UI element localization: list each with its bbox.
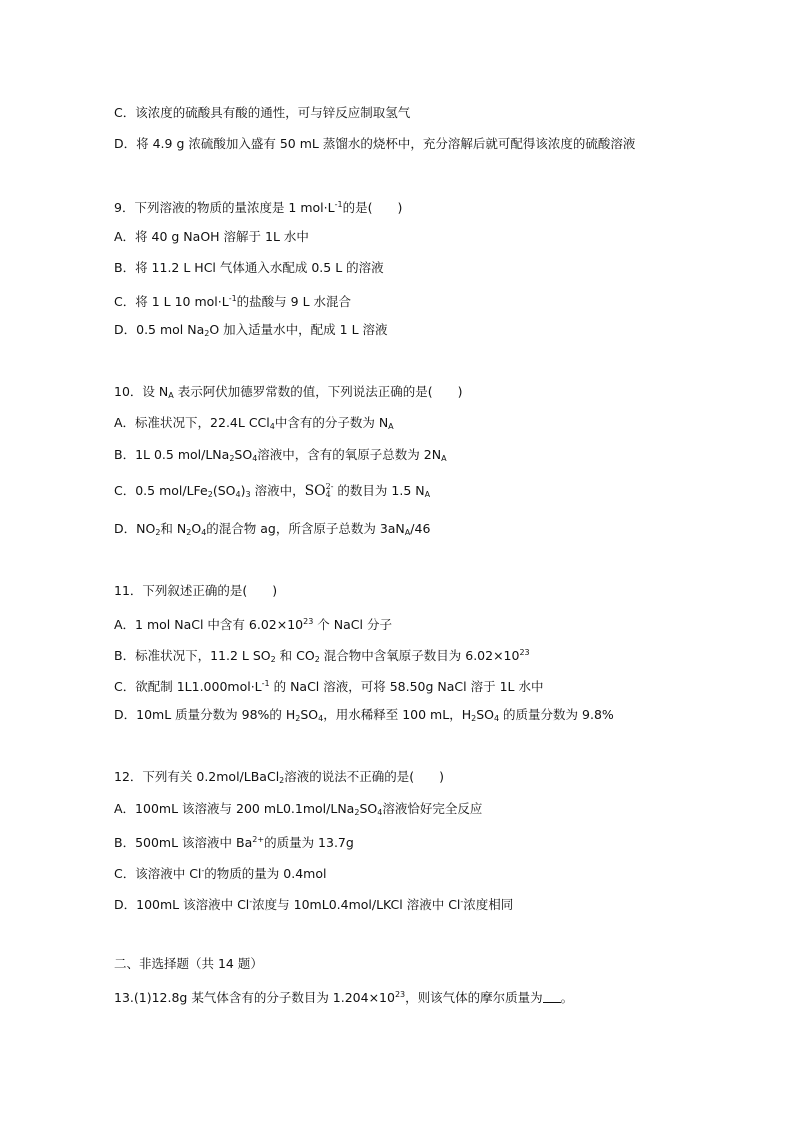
- q9-option-a: A．将 40 g NaOH 溶解于 1L 水中: [114, 229, 309, 244]
- q9-option-d: D．0.5 mol $Na_2O$ 加入适量水中，配成 1 L 溶液: [114, 322, 388, 338]
- q9-option-b: B．将 11.2 L HCl 气体通入水配成 0.5 L 的溶液: [114, 260, 384, 275]
- q12-option-d: D．100mL 该溶液中 Cl-浓度与 10mL0.4mol/LKCl 溶液中 Cl-浓度相同: [114, 897, 514, 912]
- q11-option-d: D．10mL 质量分数为 98%的 $H_2SO_4$，用水稀释至 100 mL，$H_2SO_4$ 的质量分数为 9.8%: [114, 707, 614, 723]
- q12-option-a: A．100mL 该溶液与 200 $mL0.1mol/LNa_2SO_4$溶液恰好完全反应: [114, 801, 483, 817]
- q10-option-b: B．1L 0.5 mol/$LNa_2SO_4$溶液中，含有的氧原子总数为 $2N_A$: [114, 447, 447, 463]
- q11-stem: 11．下列叙述正确的是( ): [114, 583, 278, 598]
- q11-option-a: A．1 mol NaCl 中含有 $6.02\times 10^{23}$ 个 NaCl 分子: [114, 617, 392, 632]
- section-title: 二、非选择题（共 14 题）: [114, 956, 263, 971]
- sulfate-ion: SO 2- 4: [304, 482, 334, 499]
- q13-text: 13.(1)12.8g 某气体含有的分子数目为 $1.204\times 10^{23}$，则该气体的摩尔质量为 。: [114, 990, 574, 1005]
- q10-option-a: A．标准状况下，22.4L CCl$_4$中含有的分子数为 $N_A$: [114, 415, 394, 431]
- q9-stem: 9．下列溶液的物质的量浓度是 1 $mol\cdot L^{-1}$的是( ): [114, 200, 403, 215]
- q12-option-c: C．该溶液中 Cl-的物质的量为 0.4mol: [114, 866, 327, 881]
- q8-option-d: D．将 4.9 g 浓硫酸加入盛有 50 mL 蒸馏水的烧杯中，充分溶解后就可配得该浓度的硫酸溶液: [114, 136, 636, 151]
- q10-option-d: D．$NO_2$和 $N_2O_4$的混合物 ag，所含原子总数为 $3aN_A/46$: [114, 521, 431, 537]
- q8-option-c: C．该浓度的硫酸具有酸的通性，可与锌反应制取氢气: [114, 105, 411, 120]
- answer-blank[interactable]: [543, 990, 561, 1003]
- q12-option-b: B．500mL 该溶液中 $Ba^{2+}$的质量为 13.7g: [114, 835, 354, 850]
- q9-option-c: C．将 1 L 10 $mol\cdot L^{-1}$的盐酸与 9 L 水混合: [114, 294, 352, 309]
- q12-stem: 12．下列有关 0.2mol/LBaCl$_2$溶液的说法不正确的是( ): [114, 769, 445, 785]
- q11-option-c: C．欲配制 $1L1.000mol\cdot L^{-1}$ 的 NaCl 溶液，可将 58.50g NaCl 溶于 1L 水中: [114, 679, 544, 694]
- q11-option-b: B．标准状况下，11.2 L $SO_2$ 和 $CO_2$ 混合物中含氧原子数目为 $6.02\times 10^{23}$: [114, 648, 530, 664]
- q10-stem: 10．设 $N_A$ 表示阿伏加德罗常数的值，下列说法正确的是( ): [114, 384, 463, 400]
- q10-option-c: C．0.5 mol/$LFe_2(SO_4)_3$ 溶液中，SO 2- 4 的数目为 1.5 $N_A$: [114, 482, 431, 499]
